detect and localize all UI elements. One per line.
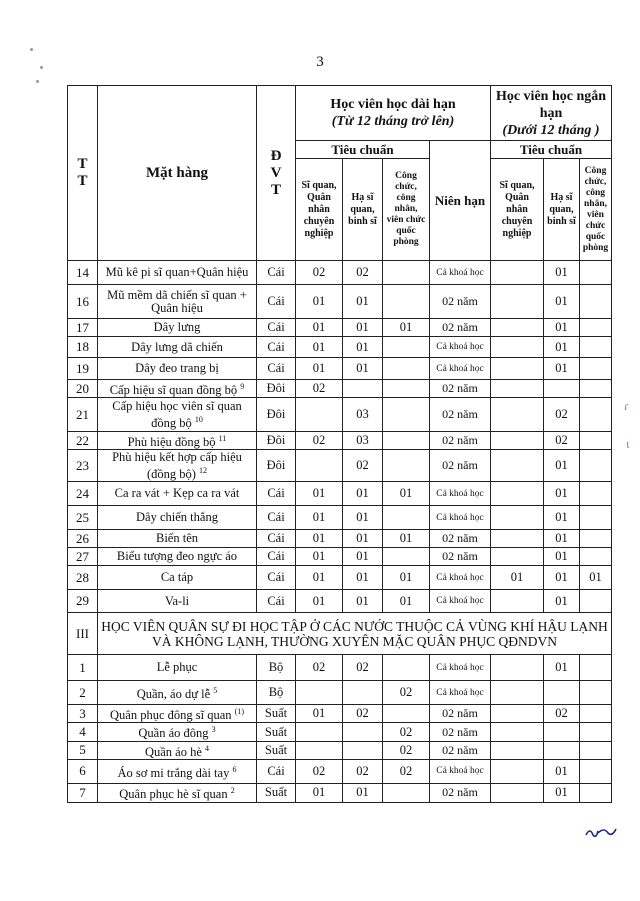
row-unit: Cái bbox=[257, 285, 296, 319]
section-id: III bbox=[68, 613, 98, 655]
row-long-ha-si bbox=[343, 681, 383, 705]
row-nien-han: 02 năm bbox=[430, 530, 491, 548]
row-long-si-quan: 01 bbox=[296, 705, 343, 723]
row-unit: Cái bbox=[257, 530, 296, 548]
header-tieu-chuan-short: Tiêu chuẩn bbox=[491, 141, 612, 159]
row-short-ha-si: 01 bbox=[544, 358, 580, 380]
row-nien-han: Cả khoá học bbox=[430, 759, 491, 783]
row-long-cong-chuc: 02 bbox=[383, 741, 430, 759]
row-long-ha-si: 01 bbox=[343, 530, 383, 548]
row-short-ha-si: 02 bbox=[544, 432, 580, 450]
row-nien-han: 02 năm bbox=[430, 432, 491, 450]
row-nien-han: Cả khoá học bbox=[430, 358, 491, 380]
row-long-ha-si: 01 bbox=[343, 566, 383, 590]
footnote-ref: 4 bbox=[205, 743, 210, 753]
header-si-quan-short: Sĩ quan, Quân nhân chuyên nghiệp bbox=[491, 159, 544, 261]
table-row bbox=[68, 548, 612, 566]
row-tt: 24 bbox=[68, 482, 98, 506]
row-unit: Suất bbox=[257, 705, 296, 723]
row-nien-han: Cả khoá học bbox=[430, 506, 491, 530]
row-unit: Cái bbox=[257, 506, 296, 530]
long-term-title: Học viên học dài hạn bbox=[330, 97, 456, 112]
row-tt: 17 bbox=[68, 319, 98, 337]
row-tt: 25 bbox=[68, 506, 98, 530]
table-row bbox=[68, 450, 612, 482]
row-tt: 19 bbox=[68, 358, 98, 380]
table-row bbox=[68, 398, 612, 432]
row-short-cong-chuc bbox=[580, 450, 612, 482]
row-short-ha-si: 02 bbox=[544, 398, 580, 432]
row-short-ha-si: 01 bbox=[544, 337, 580, 358]
row-nien-han: 02 năm bbox=[430, 548, 491, 566]
row-short-cong-chuc bbox=[580, 741, 612, 759]
table-row bbox=[68, 566, 612, 590]
row-item: Dây đeo trang bị bbox=[98, 358, 257, 380]
row-long-si-quan: 02 bbox=[296, 655, 343, 681]
row-long-si-quan: 01 bbox=[296, 358, 343, 380]
scan-speck bbox=[40, 66, 43, 69]
row-short-ha-si: 01 bbox=[544, 590, 580, 613]
row-long-cong-chuc bbox=[383, 450, 430, 482]
row-short-cong-chuc bbox=[580, 285, 612, 319]
row-long-cong-chuc: 01 bbox=[383, 482, 430, 506]
row-short-si-quan bbox=[491, 655, 544, 681]
row-short-ha-si: 01 bbox=[544, 285, 580, 319]
row-short-ha-si: 01 bbox=[544, 482, 580, 506]
row-long-cong-chuc bbox=[383, 398, 430, 432]
row-long-ha-si: 03 bbox=[343, 398, 383, 432]
row-unit: Cái bbox=[257, 482, 296, 506]
row-tt: 26 bbox=[68, 530, 98, 548]
row-short-cong-chuc bbox=[580, 655, 612, 681]
header-nien-han: Niên hạn bbox=[430, 141, 491, 261]
row-tt: 4 bbox=[68, 723, 98, 741]
table-row bbox=[68, 723, 612, 741]
row-long-ha-si: 01 bbox=[343, 337, 383, 358]
row-short-si-quan bbox=[491, 548, 544, 566]
row-item: Cấp hiệu sĩ quan đồng bộ $^9$ bbox=[98, 380, 257, 398]
row-nien-han: 02 năm bbox=[430, 319, 491, 337]
row-long-si-quan: 01 bbox=[296, 530, 343, 548]
row-short-cong-chuc bbox=[580, 590, 612, 613]
row-short-ha-si: 01 bbox=[544, 759, 580, 783]
row-tt: 20 bbox=[68, 380, 98, 398]
row-item: Quân phục hè sĩ quan $^2$ bbox=[98, 783, 257, 802]
row-short-si-quan bbox=[491, 358, 544, 380]
row-long-ha-si: 01 bbox=[343, 285, 383, 319]
header-dvt: Đ V T bbox=[257, 86, 296, 261]
row-item: Phù hiệu kết hợp cấp hiệu (đồng bộ) $^{12}$ bbox=[98, 450, 257, 482]
footnote-ref: 3 bbox=[211, 725, 216, 735]
row-long-si-quan: 01 bbox=[296, 783, 343, 802]
row-short-ha-si: 02 bbox=[544, 705, 580, 723]
row-short-ha-si: 01 bbox=[544, 506, 580, 530]
row-nien-han: 02 năm bbox=[430, 705, 491, 723]
row-tt: 3 bbox=[68, 705, 98, 723]
row-short-cong-chuc bbox=[580, 548, 612, 566]
row-unit: Bộ bbox=[257, 681, 296, 705]
table-row bbox=[68, 681, 612, 705]
row-long-cong-chuc: 01 bbox=[383, 530, 430, 548]
row-nien-han: Cả khoá học bbox=[430, 681, 491, 705]
row-short-cong-chuc bbox=[580, 432, 612, 450]
row-item: Mũ kê pi sĩ quan+Quân hiệu bbox=[98, 261, 257, 285]
row-item: Biển tên bbox=[98, 530, 257, 548]
long-term-subtitle: (Từ 12 tháng trở lên) bbox=[331, 114, 455, 129]
header-cong-chuc-long: Công chức, công nhân, viên chức quốc phòng bbox=[383, 159, 430, 261]
row-short-cong-chuc bbox=[580, 319, 612, 337]
row-item: Lễ phục bbox=[98, 655, 257, 681]
row-item: Va-li bbox=[98, 590, 257, 613]
red-pen-mark: ɩ bbox=[626, 436, 630, 451]
row-unit: Đôi bbox=[257, 380, 296, 398]
header-short-term bbox=[491, 86, 612, 141]
allowance-table bbox=[67, 85, 612, 803]
row-unit: Suất bbox=[257, 783, 296, 802]
footnote-ref: 11 bbox=[218, 434, 227, 444]
row-item: Biểu tượng đeo ngực áo bbox=[98, 548, 257, 566]
row-item: Quân phục đông sĩ quan $^{(1)}$ bbox=[98, 705, 257, 723]
row-item: Quần, áo dự lễ $^5$ bbox=[98, 681, 257, 705]
row-nien-han: 02 năm bbox=[430, 380, 491, 398]
row-long-si-quan: 01 bbox=[296, 566, 343, 590]
row-unit: Cái bbox=[257, 548, 296, 566]
row-short-cong-chuc bbox=[580, 261, 612, 285]
row-long-ha-si: 01 bbox=[343, 590, 383, 613]
row-unit: Cái bbox=[257, 337, 296, 358]
row-long-si-quan: 01 bbox=[296, 482, 343, 506]
row-short-ha-si: 01 bbox=[544, 783, 580, 802]
row-short-ha-si: 01 bbox=[544, 261, 580, 285]
row-short-ha-si bbox=[544, 681, 580, 705]
header-tt: T T bbox=[68, 86, 98, 261]
section-iii bbox=[68, 613, 612, 655]
row-long-cong-chuc: 02 bbox=[383, 681, 430, 705]
row-short-si-quan bbox=[491, 723, 544, 741]
row-long-ha-si: 01 bbox=[343, 783, 383, 802]
short-term-title: Học viên học ngắn hạn bbox=[495, 88, 607, 121]
row-tt: 29 bbox=[68, 590, 98, 613]
table-row bbox=[68, 432, 612, 450]
row-unit: Cái bbox=[257, 261, 296, 285]
row-tt: 7 bbox=[68, 783, 98, 802]
row-long-si-quan: 01 bbox=[296, 548, 343, 566]
row-nien-han: 02 năm bbox=[430, 450, 491, 482]
table-row bbox=[68, 741, 612, 759]
row-item: Phù hiệu đồng bộ $^{11}$ bbox=[98, 432, 257, 450]
row-tt: 18 bbox=[68, 337, 98, 358]
row-unit: Suất bbox=[257, 723, 296, 741]
row-tt: 5 bbox=[68, 741, 98, 759]
row-long-si-quan bbox=[296, 681, 343, 705]
header-long-term bbox=[296, 86, 491, 141]
header-ha-si-long: Hạ sĩ quan, binh sĩ bbox=[343, 159, 383, 261]
row-long-cong-chuc: 01 bbox=[383, 590, 430, 613]
table-row bbox=[68, 506, 612, 530]
table-row bbox=[68, 380, 612, 398]
table-row bbox=[68, 530, 612, 548]
row-item: Ca ra vát + Kẹp ca ra vát bbox=[98, 482, 257, 506]
table-row bbox=[68, 337, 612, 358]
row-short-ha-si bbox=[544, 380, 580, 398]
row-long-ha-si: 01 bbox=[343, 319, 383, 337]
row-unit: Suất bbox=[257, 741, 296, 759]
row-long-ha-si bbox=[343, 741, 383, 759]
row-short-si-quan bbox=[491, 432, 544, 450]
row-short-si-quan bbox=[491, 783, 544, 802]
row-short-ha-si: 01 bbox=[544, 530, 580, 548]
header-tieu-chuan-long: Tiêu chuẩn bbox=[296, 141, 430, 159]
footnote-ref: 5 bbox=[213, 686, 218, 696]
row-tt: 23 bbox=[68, 450, 98, 482]
row-long-cong-chuc: 01 bbox=[383, 566, 430, 590]
header-si-quan-long: Sĩ quan, Quân nhân chuyên nghiệp bbox=[296, 159, 343, 261]
row-long-cong-chuc bbox=[383, 337, 430, 358]
row-short-si-quan bbox=[491, 705, 544, 723]
row-tt: 22 bbox=[68, 432, 98, 450]
row-nien-han: Cả khoá học bbox=[430, 337, 491, 358]
row-long-si-quan bbox=[296, 450, 343, 482]
table-row bbox=[68, 285, 612, 319]
scan-speck bbox=[36, 80, 39, 83]
row-tt: 27 bbox=[68, 548, 98, 566]
footnote-ref: 2 bbox=[230, 786, 235, 796]
row-long-ha-si: 03 bbox=[343, 432, 383, 450]
section-title: HỌC VIÊN QUÂN SỰ ĐI HỌC TẬP Ở CÁC NƯỚC THUỘC CẢ VÙNG KHÍ HẬU LẠNH VÀ KHÔNG LẠNH, THƯỜNG XUYÊN MẶC QUÂN PHỤC QĐNDVN bbox=[98, 613, 612, 655]
row-long-cong-chuc bbox=[383, 506, 430, 530]
row-short-ha-si: 01 bbox=[544, 655, 580, 681]
footnote-ref: (1) bbox=[234, 707, 244, 717]
row-short-ha-si: 01 bbox=[544, 319, 580, 337]
row-long-ha-si: 01 bbox=[343, 506, 383, 530]
row-long-ha-si bbox=[343, 380, 383, 398]
table-body-b bbox=[68, 655, 612, 802]
row-unit: Đôi bbox=[257, 398, 296, 432]
row-short-cong-chuc bbox=[580, 759, 612, 783]
row-short-si-quan bbox=[491, 285, 544, 319]
row-long-si-quan: 02 bbox=[296, 432, 343, 450]
row-unit: Đôi bbox=[257, 450, 296, 482]
row-item: Dây lưng dã chiến bbox=[98, 337, 257, 358]
row-long-cong-chuc: 01 bbox=[383, 319, 430, 337]
row-short-cong-chuc bbox=[580, 337, 612, 358]
short-term-subtitle: (Dưới 12 tháng ) bbox=[502, 122, 600, 138]
row-short-si-quan bbox=[491, 681, 544, 705]
row-short-cong-chuc bbox=[580, 482, 612, 506]
row-long-ha-si: 02 bbox=[343, 759, 383, 783]
row-short-si-quan bbox=[491, 741, 544, 759]
row-unit: Đôi bbox=[257, 432, 296, 450]
row-unit: Cái bbox=[257, 319, 296, 337]
row-tt: 14 bbox=[68, 261, 98, 285]
row-short-cong-chuc bbox=[580, 358, 612, 380]
row-item: Quần áo đông $^3$ bbox=[98, 723, 257, 741]
row-nien-han: Cả khoá học bbox=[430, 590, 491, 613]
row-unit: Bộ bbox=[257, 655, 296, 681]
row-item: Quần áo hè $^4$ bbox=[98, 741, 257, 759]
row-short-cong-chuc bbox=[580, 380, 612, 398]
scan-speck bbox=[30, 48, 33, 51]
row-tt: 28 bbox=[68, 566, 98, 590]
row-tt: 1 bbox=[68, 655, 98, 681]
red-pen-mark: ɾ bbox=[624, 398, 629, 413]
row-long-si-quan: 02 bbox=[296, 380, 343, 398]
row-short-cong-chuc bbox=[580, 723, 612, 741]
footnote-ref: 6 bbox=[232, 764, 237, 774]
row-short-si-quan bbox=[491, 482, 544, 506]
table-row bbox=[68, 783, 612, 802]
table-row bbox=[68, 590, 612, 613]
row-nien-han: 02 năm bbox=[430, 398, 491, 432]
row-short-si-quan bbox=[491, 506, 544, 530]
row-long-cong-chuc: 02 bbox=[383, 723, 430, 741]
row-item: Cấp hiệu học viên sĩ quan đồng bộ $^{10}$ bbox=[98, 398, 257, 432]
row-short-si-quan bbox=[491, 337, 544, 358]
row-short-ha-si: 01 bbox=[544, 566, 580, 590]
row-tt: 21 bbox=[68, 398, 98, 432]
row-long-cong-chuc bbox=[383, 261, 430, 285]
row-nien-han: 02 năm bbox=[430, 741, 491, 759]
table-body-a bbox=[68, 261, 612, 613]
header-mat-hang: Mặt hàng bbox=[98, 86, 257, 261]
row-short-ha-si: 01 bbox=[544, 548, 580, 566]
row-item: Dây chiến thắng bbox=[98, 506, 257, 530]
row-long-si-quan: 01 bbox=[296, 319, 343, 337]
row-long-si-quan bbox=[296, 398, 343, 432]
header-cong-chuc-short: Công chức, công nhân, viên chức quốc phòng bbox=[580, 159, 612, 261]
row-item: Mũ mềm dã chiến sĩ quan + Quân hiệu bbox=[98, 285, 257, 319]
header-ha-si-short: Hạ sĩ quan, binh sĩ bbox=[544, 159, 580, 261]
row-tt: 6 bbox=[68, 759, 98, 783]
row-unit: Cái bbox=[257, 759, 296, 783]
row-nien-han: 02 năm bbox=[430, 783, 491, 802]
row-short-si-quan bbox=[491, 261, 544, 285]
row-long-si-quan: 01 bbox=[296, 506, 343, 530]
row-long-ha-si: 01 bbox=[343, 358, 383, 380]
row-short-cong-chuc bbox=[580, 681, 612, 705]
row-long-cong-chuc bbox=[383, 285, 430, 319]
row-short-ha-si bbox=[544, 741, 580, 759]
row-item: Áo sơ mi trắng dài tay $^6$ bbox=[98, 759, 257, 783]
row-short-ha-si bbox=[544, 723, 580, 741]
row-long-cong-chuc: 02 bbox=[383, 759, 430, 783]
row-long-si-quan bbox=[296, 741, 343, 759]
row-item: Dây lưng bbox=[98, 319, 257, 337]
row-long-cong-chuc bbox=[383, 705, 430, 723]
row-long-si-quan: 02 bbox=[296, 261, 343, 285]
table-row bbox=[68, 759, 612, 783]
row-long-cong-chuc bbox=[383, 432, 430, 450]
row-short-cong-chuc bbox=[580, 705, 612, 723]
row-unit: Cái bbox=[257, 590, 296, 613]
row-item: Ca táp bbox=[98, 566, 257, 590]
table-row bbox=[68, 358, 612, 380]
row-long-si-quan: 01 bbox=[296, 337, 343, 358]
row-unit: Cái bbox=[257, 358, 296, 380]
row-tt: 2 bbox=[68, 681, 98, 705]
footnote-ref: 10 bbox=[194, 414, 203, 424]
row-long-si-quan: 01 bbox=[296, 590, 343, 613]
row-short-cong-chuc: 01 bbox=[580, 566, 612, 590]
row-long-ha-si: 02 bbox=[343, 655, 383, 681]
row-nien-han: 02 năm bbox=[430, 285, 491, 319]
row-long-cong-chuc bbox=[383, 548, 430, 566]
table-row bbox=[68, 482, 612, 506]
row-unit: Cái bbox=[257, 566, 296, 590]
row-long-ha-si: 01 bbox=[343, 548, 383, 566]
initials-signature bbox=[584, 823, 618, 841]
table-row bbox=[68, 655, 612, 681]
footnote-ref: 9 bbox=[240, 382, 245, 391]
row-short-cong-chuc bbox=[580, 783, 612, 802]
page-number: 3 bbox=[316, 54, 324, 70]
row-long-ha-si bbox=[343, 723, 383, 741]
table-row bbox=[68, 261, 612, 285]
row-long-ha-si: 02 bbox=[343, 705, 383, 723]
row-long-ha-si: 01 bbox=[343, 482, 383, 506]
row-short-cong-chuc bbox=[580, 398, 612, 432]
row-long-ha-si: 02 bbox=[343, 450, 383, 482]
row-short-si-quan bbox=[491, 530, 544, 548]
row-short-cong-chuc bbox=[580, 506, 612, 530]
table-row bbox=[68, 705, 612, 723]
row-tt: 16 bbox=[68, 285, 98, 319]
row-short-si-quan bbox=[491, 450, 544, 482]
row-short-cong-chuc bbox=[580, 530, 612, 548]
row-short-si-quan: 01 bbox=[491, 566, 544, 590]
row-short-si-quan bbox=[491, 759, 544, 783]
row-long-cong-chuc bbox=[383, 783, 430, 802]
row-long-ha-si: 02 bbox=[343, 261, 383, 285]
row-short-si-quan bbox=[491, 319, 544, 337]
row-long-si-quan: 02 bbox=[296, 759, 343, 783]
row-nien-han: Cả khoá học bbox=[430, 261, 491, 285]
row-short-ha-si: 01 bbox=[544, 450, 580, 482]
row-nien-han: 02 năm bbox=[430, 723, 491, 741]
row-nien-han: Cả khoá học bbox=[430, 566, 491, 590]
row-long-cong-chuc bbox=[383, 655, 430, 681]
table-row bbox=[68, 319, 612, 337]
row-long-si-quan: 01 bbox=[296, 285, 343, 319]
row-long-si-quan bbox=[296, 723, 343, 741]
row-short-si-quan bbox=[491, 380, 544, 398]
row-short-si-quan bbox=[491, 398, 544, 432]
footnote-ref: 12 bbox=[199, 465, 208, 475]
row-short-si-quan bbox=[491, 590, 544, 613]
row-long-cong-chuc bbox=[383, 380, 430, 398]
row-nien-han: Cả khoá học bbox=[430, 482, 491, 506]
row-long-cong-chuc bbox=[383, 358, 430, 380]
row-nien-han: Cả khoá học bbox=[430, 655, 491, 681]
